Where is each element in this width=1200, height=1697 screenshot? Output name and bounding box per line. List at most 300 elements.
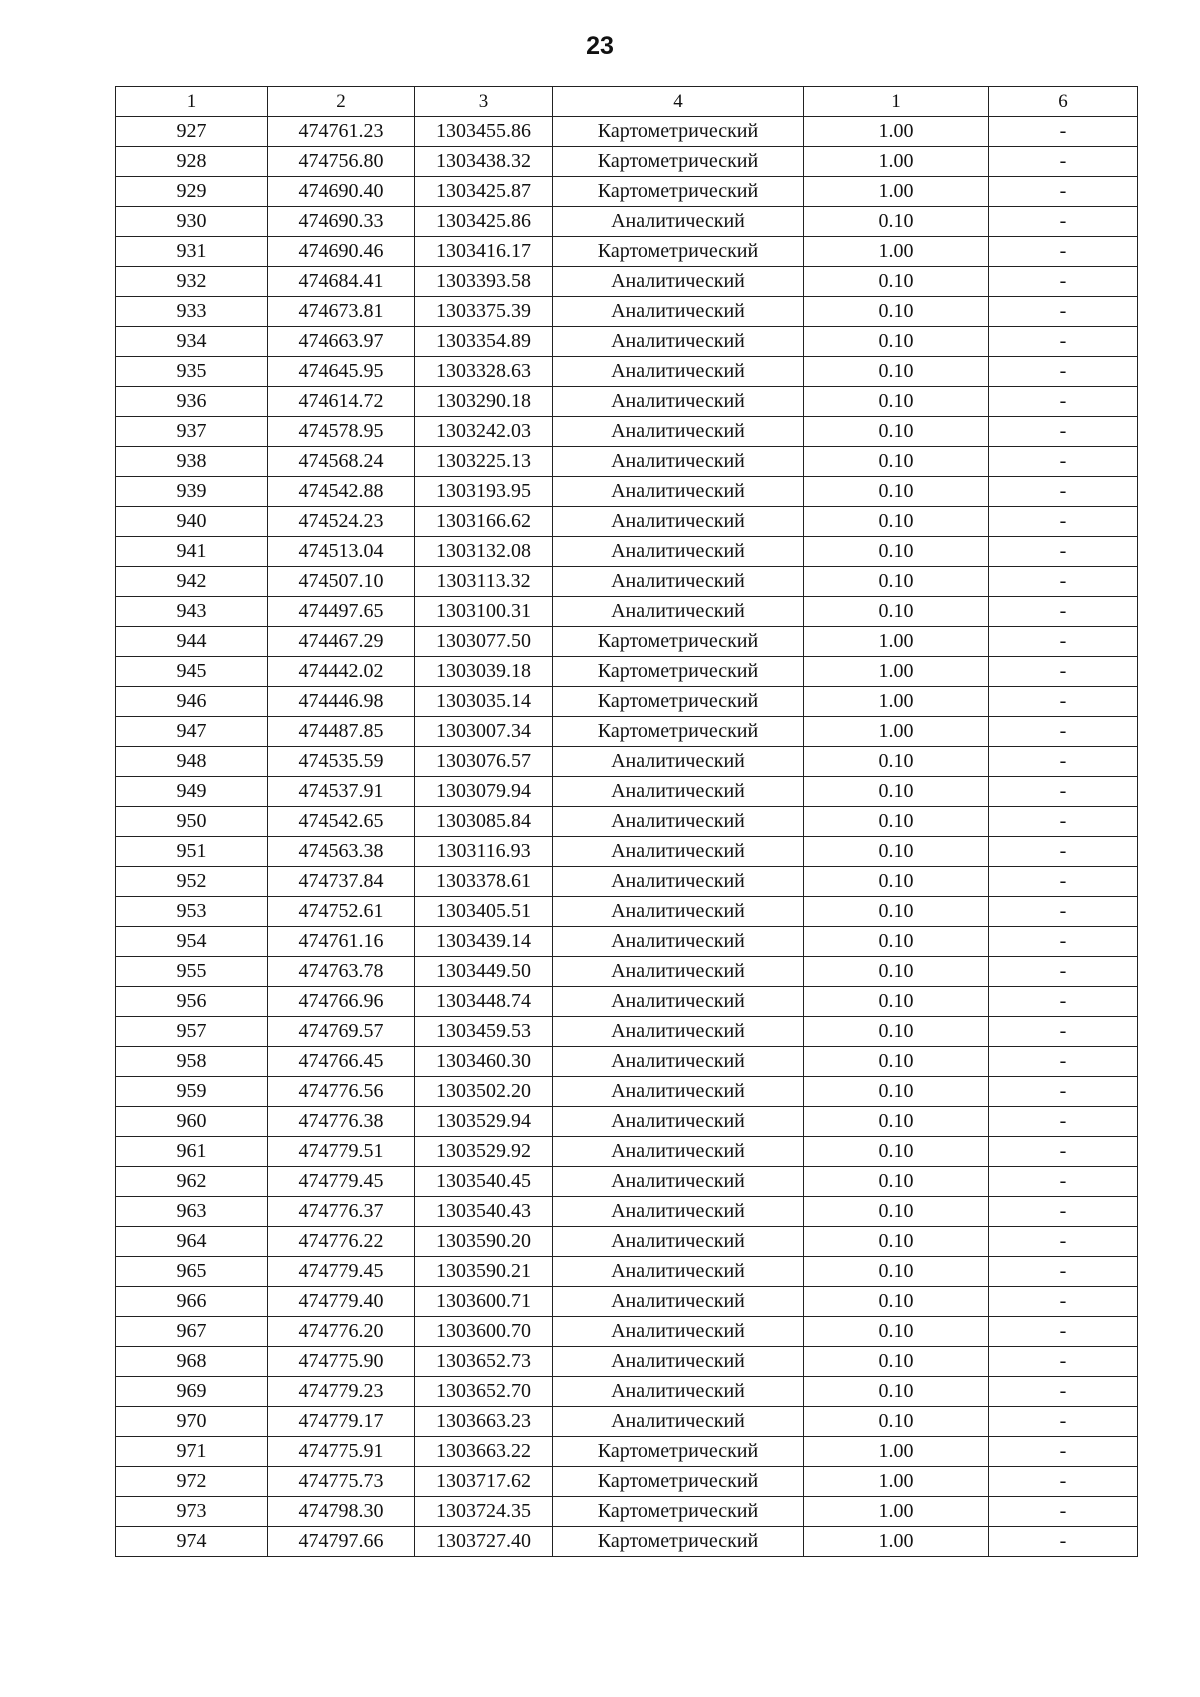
x-coordinate-cell: 474542.88	[268, 477, 415, 507]
note-cell: -	[989, 957, 1138, 987]
accuracy-cell: 0.10	[804, 1257, 989, 1287]
note-cell: -	[989, 1497, 1138, 1527]
x-coordinate-cell: 474776.56	[268, 1077, 415, 1107]
accuracy-cell: 0.10	[804, 357, 989, 387]
point-number-cell: 955	[116, 957, 268, 987]
x-coordinate-cell: 474756.80	[268, 147, 415, 177]
point-number-cell: 971	[116, 1437, 268, 1467]
table-row	[116, 297, 1138, 327]
x-coordinate-cell: 474779.45	[268, 1257, 415, 1287]
point-number-cell: 950	[116, 807, 268, 837]
method-cell: Аналитический	[553, 867, 804, 897]
table-row	[116, 117, 1138, 147]
y-coordinate-cell: 1303652.73	[415, 1347, 553, 1377]
table-row	[116, 807, 1138, 837]
note-cell: -	[989, 297, 1138, 327]
point-number-cell: 954	[116, 927, 268, 957]
method-cell: Аналитический	[553, 1167, 804, 1197]
method-cell: Аналитический	[553, 387, 804, 417]
y-coordinate-cell: 1303540.43	[415, 1197, 553, 1227]
y-coordinate-cell: 1303663.22	[415, 1437, 553, 1467]
y-coordinate-cell: 1303193.95	[415, 477, 553, 507]
note-cell: -	[989, 1017, 1138, 1047]
method-cell: Аналитический	[553, 357, 804, 387]
accuracy-cell: 1.00	[804, 1527, 989, 1557]
y-coordinate-cell: 1303077.50	[415, 627, 553, 657]
accuracy-cell: 0.10	[804, 1377, 989, 1407]
y-coordinate-cell: 1303393.58	[415, 267, 553, 297]
x-coordinate-cell: 474761.23	[268, 117, 415, 147]
method-cell: Картометрический	[553, 1527, 804, 1557]
table-row	[116, 1407, 1138, 1437]
y-coordinate-cell: 1303375.39	[415, 297, 553, 327]
x-coordinate-cell: 474645.95	[268, 357, 415, 387]
note-cell: -	[989, 117, 1138, 147]
x-coordinate-cell: 474684.41	[268, 267, 415, 297]
x-coordinate-cell: 474542.65	[268, 807, 415, 837]
note-cell: -	[989, 1137, 1138, 1167]
x-coordinate-cell: 474690.33	[268, 207, 415, 237]
note-cell: -	[989, 1227, 1138, 1257]
table-row	[116, 1527, 1138, 1557]
y-coordinate-cell: 1303328.63	[415, 357, 553, 387]
accuracy-cell: 0.10	[804, 387, 989, 417]
table-row	[116, 447, 1138, 477]
method-cell: Аналитический	[553, 1047, 804, 1077]
y-coordinate-cell: 1303378.61	[415, 867, 553, 897]
x-coordinate-cell: 474513.04	[268, 537, 415, 567]
x-coordinate-cell: 474776.20	[268, 1317, 415, 1347]
point-number-cell: 951	[116, 837, 268, 867]
point-number-cell: 970	[116, 1407, 268, 1437]
point-number-cell: 960	[116, 1107, 268, 1137]
accuracy-cell: 0.10	[804, 1287, 989, 1317]
column-header: 1	[804, 87, 989, 117]
point-number-cell: 964	[116, 1227, 268, 1257]
point-number-cell: 953	[116, 897, 268, 927]
accuracy-cell: 0.10	[804, 867, 989, 897]
y-coordinate-cell: 1303116.93	[415, 837, 553, 867]
method-cell: Картометрический	[553, 237, 804, 267]
y-coordinate-cell: 1303448.74	[415, 987, 553, 1017]
x-coordinate-cell: 474737.84	[268, 867, 415, 897]
x-coordinate-cell: 474568.24	[268, 447, 415, 477]
y-coordinate-cell: 1303007.34	[415, 717, 553, 747]
note-cell: -	[989, 567, 1138, 597]
method-cell: Аналитический	[553, 1287, 804, 1317]
note-cell: -	[989, 867, 1138, 897]
table-row	[116, 567, 1138, 597]
point-number-cell: 943	[116, 597, 268, 627]
table-row	[116, 1257, 1138, 1287]
table-row	[116, 927, 1138, 957]
y-coordinate-cell: 1303405.51	[415, 897, 553, 927]
point-number-cell: 934	[116, 327, 268, 357]
y-coordinate-cell: 1303100.31	[415, 597, 553, 627]
y-coordinate-cell: 1303416.17	[415, 237, 553, 267]
accuracy-cell: 0.10	[804, 1407, 989, 1437]
coordinates-table	[115, 86, 1138, 1557]
point-number-cell: 974	[116, 1527, 268, 1557]
x-coordinate-cell: 474524.23	[268, 507, 415, 537]
method-cell: Картометрический	[553, 117, 804, 147]
method-cell: Аналитический	[553, 267, 804, 297]
point-number-cell: 927	[116, 117, 268, 147]
point-number-cell: 935	[116, 357, 268, 387]
x-coordinate-cell: 474775.90	[268, 1347, 415, 1377]
table-row	[116, 267, 1138, 297]
y-coordinate-cell: 1303652.70	[415, 1377, 553, 1407]
x-coordinate-cell: 474776.22	[268, 1227, 415, 1257]
accuracy-cell: 0.10	[804, 897, 989, 927]
accuracy-cell: 0.10	[804, 567, 989, 597]
y-coordinate-cell: 1303663.23	[415, 1407, 553, 1437]
table-row	[116, 867, 1138, 897]
table-row	[116, 417, 1138, 447]
column-header: 1	[116, 87, 268, 117]
method-cell: Картометрический	[553, 657, 804, 687]
x-coordinate-cell: 474798.30	[268, 1497, 415, 1527]
x-coordinate-cell: 474535.59	[268, 747, 415, 777]
note-cell: -	[989, 477, 1138, 507]
table-row	[116, 747, 1138, 777]
y-coordinate-cell: 1303085.84	[415, 807, 553, 837]
accuracy-cell: 0.10	[804, 1077, 989, 1107]
accuracy-cell: 1.00	[804, 1467, 989, 1497]
method-cell: Аналитический	[553, 777, 804, 807]
note-cell: -	[989, 1257, 1138, 1287]
y-coordinate-cell: 1303242.03	[415, 417, 553, 447]
method-cell: Аналитический	[553, 1077, 804, 1107]
y-coordinate-cell: 1303590.20	[415, 1227, 553, 1257]
method-cell: Картометрический	[553, 1467, 804, 1497]
note-cell: -	[989, 687, 1138, 717]
y-coordinate-cell: 1303425.86	[415, 207, 553, 237]
table-row	[116, 1167, 1138, 1197]
x-coordinate-cell: 474446.98	[268, 687, 415, 717]
point-number-cell: 929	[116, 177, 268, 207]
method-cell: Аналитический	[553, 507, 804, 537]
x-coordinate-cell: 474487.85	[268, 717, 415, 747]
x-coordinate-cell: 474775.73	[268, 1467, 415, 1497]
point-number-cell: 973	[116, 1497, 268, 1527]
note-cell: -	[989, 327, 1138, 357]
table-row	[116, 1107, 1138, 1137]
point-number-cell: 930	[116, 207, 268, 237]
table-row	[116, 687, 1138, 717]
table-row	[116, 237, 1138, 267]
table-row	[116, 1287, 1138, 1317]
y-coordinate-cell: 1303455.86	[415, 117, 553, 147]
accuracy-cell: 0.10	[804, 1137, 989, 1167]
y-coordinate-cell: 1303113.32	[415, 567, 553, 597]
accuracy-cell: 0.10	[804, 597, 989, 627]
accuracy-cell: 1.00	[804, 1497, 989, 1527]
y-coordinate-cell: 1303290.18	[415, 387, 553, 417]
note-cell: -	[989, 1407, 1138, 1437]
note-cell: -	[989, 837, 1138, 867]
method-cell: Аналитический	[553, 1017, 804, 1047]
note-cell: -	[989, 447, 1138, 477]
method-cell: Аналитический	[553, 1137, 804, 1167]
x-coordinate-cell: 474614.72	[268, 387, 415, 417]
method-cell: Аналитический	[553, 297, 804, 327]
y-coordinate-cell: 1303600.70	[415, 1317, 553, 1347]
x-coordinate-cell: 474663.97	[268, 327, 415, 357]
table-row	[116, 357, 1138, 387]
table-row	[116, 1437, 1138, 1467]
table-row	[116, 1227, 1138, 1257]
method-cell: Аналитический	[553, 1347, 804, 1377]
method-cell: Аналитический	[553, 327, 804, 357]
x-coordinate-cell: 474769.57	[268, 1017, 415, 1047]
point-number-cell: 947	[116, 717, 268, 747]
note-cell: -	[989, 1377, 1138, 1407]
accuracy-cell: 0.10	[804, 927, 989, 957]
accuracy-cell: 1.00	[804, 687, 989, 717]
note-cell: -	[989, 237, 1138, 267]
x-coordinate-cell: 474776.38	[268, 1107, 415, 1137]
point-number-cell: 956	[116, 987, 268, 1017]
method-cell: Аналитический	[553, 567, 804, 597]
note-cell: -	[989, 1527, 1138, 1557]
y-coordinate-cell: 1303132.08	[415, 537, 553, 567]
note-cell: -	[989, 1347, 1138, 1377]
table-row	[116, 1377, 1138, 1407]
table-row	[116, 507, 1138, 537]
table-row	[116, 1137, 1138, 1167]
method-cell: Аналитический	[553, 747, 804, 777]
method-cell: Картометрический	[553, 717, 804, 747]
y-coordinate-cell: 1303225.13	[415, 447, 553, 477]
point-number-cell: 940	[116, 507, 268, 537]
x-coordinate-cell: 474779.45	[268, 1167, 415, 1197]
y-coordinate-cell: 1303076.57	[415, 747, 553, 777]
y-coordinate-cell: 1303724.35	[415, 1497, 553, 1527]
note-cell: -	[989, 627, 1138, 657]
table-row	[116, 987, 1138, 1017]
method-cell: Аналитический	[553, 1407, 804, 1437]
point-number-cell: 967	[116, 1317, 268, 1347]
note-cell: -	[989, 897, 1138, 927]
note-cell: -	[989, 777, 1138, 807]
point-number-cell: 966	[116, 1287, 268, 1317]
accuracy-cell: 0.10	[804, 1197, 989, 1227]
y-coordinate-cell: 1303600.71	[415, 1287, 553, 1317]
point-number-cell: 957	[116, 1017, 268, 1047]
accuracy-cell: 0.10	[804, 417, 989, 447]
note-cell: -	[989, 207, 1138, 237]
accuracy-cell: 0.10	[804, 987, 989, 1017]
accuracy-cell: 0.10	[804, 537, 989, 567]
y-coordinate-cell: 1303438.32	[415, 147, 553, 177]
method-cell: Аналитический	[553, 837, 804, 867]
table-row	[116, 1197, 1138, 1227]
accuracy-cell: 1.00	[804, 147, 989, 177]
x-coordinate-cell: 474776.37	[268, 1197, 415, 1227]
method-cell: Аналитический	[553, 927, 804, 957]
method-cell: Картометрический	[553, 147, 804, 177]
table-row	[116, 1077, 1138, 1107]
accuracy-cell: 1.00	[804, 657, 989, 687]
x-coordinate-cell: 474537.91	[268, 777, 415, 807]
x-coordinate-cell: 474497.65	[268, 597, 415, 627]
y-coordinate-cell: 1303035.14	[415, 687, 553, 717]
table-row	[116, 777, 1138, 807]
y-coordinate-cell: 1303727.40	[415, 1527, 553, 1557]
y-coordinate-cell: 1303460.30	[415, 1047, 553, 1077]
point-number-cell: 931	[116, 237, 268, 267]
accuracy-cell: 0.10	[804, 477, 989, 507]
table-row	[116, 537, 1138, 567]
point-number-cell: 958	[116, 1047, 268, 1077]
table-row	[116, 1347, 1138, 1377]
accuracy-cell: 0.10	[804, 777, 989, 807]
accuracy-cell: 1.00	[804, 177, 989, 207]
point-number-cell: 965	[116, 1257, 268, 1287]
accuracy-cell: 0.10	[804, 297, 989, 327]
x-coordinate-cell: 474752.61	[268, 897, 415, 927]
table-body	[116, 87, 1138, 1557]
method-cell: Аналитический	[553, 1197, 804, 1227]
table-row	[116, 147, 1138, 177]
table-row	[116, 597, 1138, 627]
accuracy-cell: 0.10	[804, 327, 989, 357]
point-number-cell: 968	[116, 1347, 268, 1377]
table-row	[116, 1047, 1138, 1077]
point-number-cell: 941	[116, 537, 268, 567]
x-coordinate-cell: 474779.40	[268, 1287, 415, 1317]
point-number-cell: 933	[116, 297, 268, 327]
x-coordinate-cell: 474779.17	[268, 1407, 415, 1437]
accuracy-cell: 0.10	[804, 207, 989, 237]
accuracy-cell: 0.10	[804, 1167, 989, 1197]
point-number-cell: 961	[116, 1137, 268, 1167]
method-cell: Аналитический	[553, 897, 804, 927]
method-cell: Аналитический	[553, 597, 804, 627]
y-coordinate-cell: 1303354.89	[415, 327, 553, 357]
x-coordinate-cell: 474673.81	[268, 297, 415, 327]
note-cell: -	[989, 927, 1138, 957]
method-cell: Аналитический	[553, 1107, 804, 1137]
accuracy-cell: 0.10	[804, 447, 989, 477]
note-cell: -	[989, 717, 1138, 747]
accuracy-cell: 0.10	[804, 1227, 989, 1257]
x-coordinate-cell: 474690.46	[268, 237, 415, 267]
note-cell: -	[989, 807, 1138, 837]
x-coordinate-cell: 474763.78	[268, 957, 415, 987]
x-coordinate-cell: 474766.45	[268, 1047, 415, 1077]
note-cell: -	[989, 387, 1138, 417]
column-header: 2	[268, 87, 415, 117]
accuracy-cell: 1.00	[804, 717, 989, 747]
accuracy-cell: 1.00	[804, 627, 989, 657]
x-coordinate-cell: 474797.66	[268, 1527, 415, 1557]
accuracy-cell: 0.10	[804, 837, 989, 867]
accuracy-cell: 0.10	[804, 957, 989, 987]
x-coordinate-cell: 474690.40	[268, 177, 415, 207]
table-row	[116, 1017, 1138, 1047]
method-cell: Картометрический	[553, 687, 804, 717]
x-coordinate-cell: 474779.51	[268, 1137, 415, 1167]
note-cell: -	[989, 1197, 1138, 1227]
note-cell: -	[989, 147, 1138, 177]
x-coordinate-cell: 474761.16	[268, 927, 415, 957]
method-cell: Аналитический	[553, 207, 804, 237]
point-number-cell: 972	[116, 1467, 268, 1497]
table-row	[116, 207, 1138, 237]
note-cell: -	[989, 1437, 1138, 1467]
table-row	[116, 717, 1138, 747]
y-coordinate-cell: 1303459.53	[415, 1017, 553, 1047]
point-number-cell: 936	[116, 387, 268, 417]
accuracy-cell: 0.10	[804, 747, 989, 777]
y-coordinate-cell: 1303439.14	[415, 927, 553, 957]
x-coordinate-cell: 474766.96	[268, 987, 415, 1017]
method-cell: Картометрический	[553, 177, 804, 207]
method-cell: Картометрический	[553, 1437, 804, 1467]
note-cell: -	[989, 1107, 1138, 1137]
method-cell: Аналитический	[553, 417, 804, 447]
method-cell: Аналитический	[553, 987, 804, 1017]
note-cell: -	[989, 177, 1138, 207]
point-number-cell: 937	[116, 417, 268, 447]
table-header-row	[116, 87, 1138, 117]
point-number-cell: 939	[116, 477, 268, 507]
x-coordinate-cell: 474563.38	[268, 837, 415, 867]
table-row	[116, 627, 1138, 657]
method-cell: Картометрический	[553, 627, 804, 657]
x-coordinate-cell: 474507.10	[268, 567, 415, 597]
table-row	[116, 1497, 1138, 1527]
y-coordinate-cell: 1303425.87	[415, 177, 553, 207]
table-row	[116, 477, 1138, 507]
y-coordinate-cell: 1303529.94	[415, 1107, 553, 1137]
x-coordinate-cell: 474467.29	[268, 627, 415, 657]
note-cell: -	[989, 1167, 1138, 1197]
x-coordinate-cell: 474775.91	[268, 1437, 415, 1467]
table-row	[116, 387, 1138, 417]
x-coordinate-cell: 474578.95	[268, 417, 415, 447]
y-coordinate-cell: 1303590.21	[415, 1257, 553, 1287]
y-coordinate-cell: 1303166.62	[415, 507, 553, 537]
point-number-cell: 969	[116, 1377, 268, 1407]
table-row	[116, 897, 1138, 927]
table-row	[116, 1467, 1138, 1497]
table-row	[116, 657, 1138, 687]
point-number-cell: 959	[116, 1077, 268, 1107]
accuracy-cell: 0.10	[804, 1017, 989, 1047]
note-cell: -	[989, 747, 1138, 777]
method-cell: Аналитический	[553, 1377, 804, 1407]
point-number-cell: 952	[116, 867, 268, 897]
table-row	[116, 1317, 1138, 1347]
x-coordinate-cell: 474779.23	[268, 1377, 415, 1407]
method-cell: Аналитический	[553, 807, 804, 837]
note-cell: -	[989, 537, 1138, 567]
accuracy-cell: 1.00	[804, 1437, 989, 1467]
method-cell: Аналитический	[553, 957, 804, 987]
y-coordinate-cell: 1303502.20	[415, 1077, 553, 1107]
accuracy-cell: 0.10	[804, 807, 989, 837]
point-number-cell: 962	[116, 1167, 268, 1197]
point-number-cell: 963	[116, 1197, 268, 1227]
table-row	[116, 957, 1138, 987]
note-cell: -	[989, 357, 1138, 387]
accuracy-cell: 0.10	[804, 267, 989, 297]
method-cell: Аналитический	[553, 537, 804, 567]
y-coordinate-cell: 1303039.18	[415, 657, 553, 687]
